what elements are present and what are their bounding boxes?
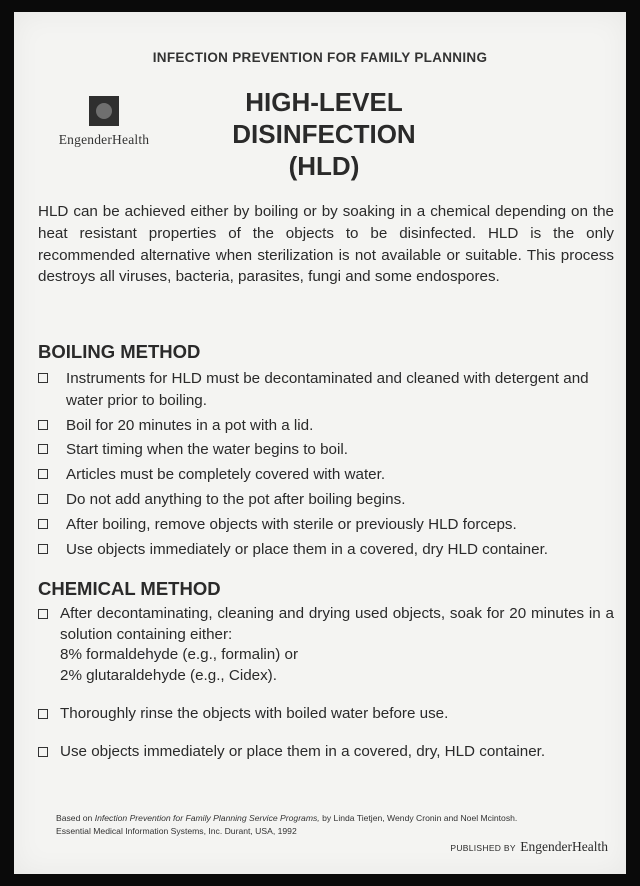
citation-publisher: Essential Medical Information Systems, Inc. Durant, USA, 1992 [56, 825, 297, 836]
poster-header: INFECTION PREVENTION FOR FAMILY PLANNING [152, 50, 488, 65]
checklist-item [38, 464, 608, 486]
checkbox-icon [38, 494, 48, 504]
published-by-label: PUBLISHED BY [450, 843, 516, 853]
checklist-item [38, 514, 608, 536]
checklist-item-text: Instruments for HLD must be decontaminated and cleaned with detergent and water prior to boiling. [66, 370, 589, 409]
citation-source-title: Infection Prevention for Family Planning Service Programs, [94, 813, 320, 823]
solution-option-formaldehyde: 8% formaldehyde (e.g., formalin) or [60, 646, 299, 663]
engenderhealth-logo [44, 96, 164, 148]
intro-paragraph: HLD can be achieved either by boiling or by soaking in a chemical depending on the heat resistant properties of the objects to be disinfected. HLD is the only recommended alternative when sterilization is not available or suitable. This process destroys all viruses, bacteria, parasites, fungi and some endospores. [38, 203, 614, 286]
checklist-item [38, 415, 608, 437]
boiling-checklist [38, 368, 608, 563]
checkbox-icon [38, 469, 48, 479]
chemical-method-heading: CHEMICAL METHOD [38, 578, 221, 599]
checkbox-icon [38, 444, 48, 454]
solution-option-glutaraldehyde: 2% glutaraldehyde (e.g., Cidex). [60, 666, 277, 684]
boiling-method-heading: BOILING METHOD [38, 341, 201, 362]
checklist-item [38, 604, 614, 686]
published-by-brand: EngenderHealth [520, 839, 608, 854]
checkbox-icon [38, 519, 48, 529]
checkbox-icon [38, 709, 48, 719]
checkbox-icon [38, 373, 48, 383]
checklist-item [38, 742, 614, 763]
checklist-item-text: Use objects immediately or place them in a covered, dry, HLD container. [60, 742, 546, 760]
checklist-item-text: Articles must be completely covered with water. [66, 466, 386, 484]
source-citation [56, 812, 596, 837]
checklist-item-text: After decontaminating, cleaning and drying used objects, soak for 20 minutes in a solution containing either: [60, 605, 614, 643]
checklist-item-text: After boiling, remove objects with sterile or previously HLD forceps. [66, 515, 517, 533]
chemical-checklist [38, 604, 614, 762]
title-line-1: HIGH-LEVEL [245, 87, 403, 117]
logo-text: EngenderHealth [58, 132, 150, 147]
checklist-item-text: Do not add anything to the pot after boiling begins. [66, 490, 406, 508]
checklist-item [38, 704, 614, 725]
checklist-item [38, 539, 608, 561]
checklist-item [38, 439, 608, 461]
title-line-2: DISINFECTION [232, 119, 416, 149]
checklist-item-text: Boil for 20 minutes in a pot with a lid. [66, 416, 314, 434]
published-by [450, 838, 608, 856]
checklist-item [38, 489, 608, 511]
checklist-item-text: Use objects immediately or place them in a covered, dry HLD container. [66, 540, 549, 558]
page-title [174, 86, 474, 182]
checklist-item-text: Start timing when the water begins to boil. [66, 441, 348, 459]
checkbox-icon [38, 544, 48, 554]
checklist-item-text: Thoroughly rinse the objects with boiled water before use. [60, 705, 449, 722]
citation-authors: by Linda Tietjen, Wendy Cronin and Noel Mcintosh. [319, 813, 518, 823]
checklist-item [38, 368, 608, 412]
title-line-3: (HLD) [288, 151, 360, 181]
citation-prefix: Based on [56, 813, 95, 823]
checkbox-icon [38, 609, 48, 619]
checkbox-icon [38, 747, 48, 757]
engenderhealth-logo-mark-icon [89, 96, 119, 126]
poster-sheet [14, 12, 626, 874]
checkbox-icon [38, 420, 48, 430]
